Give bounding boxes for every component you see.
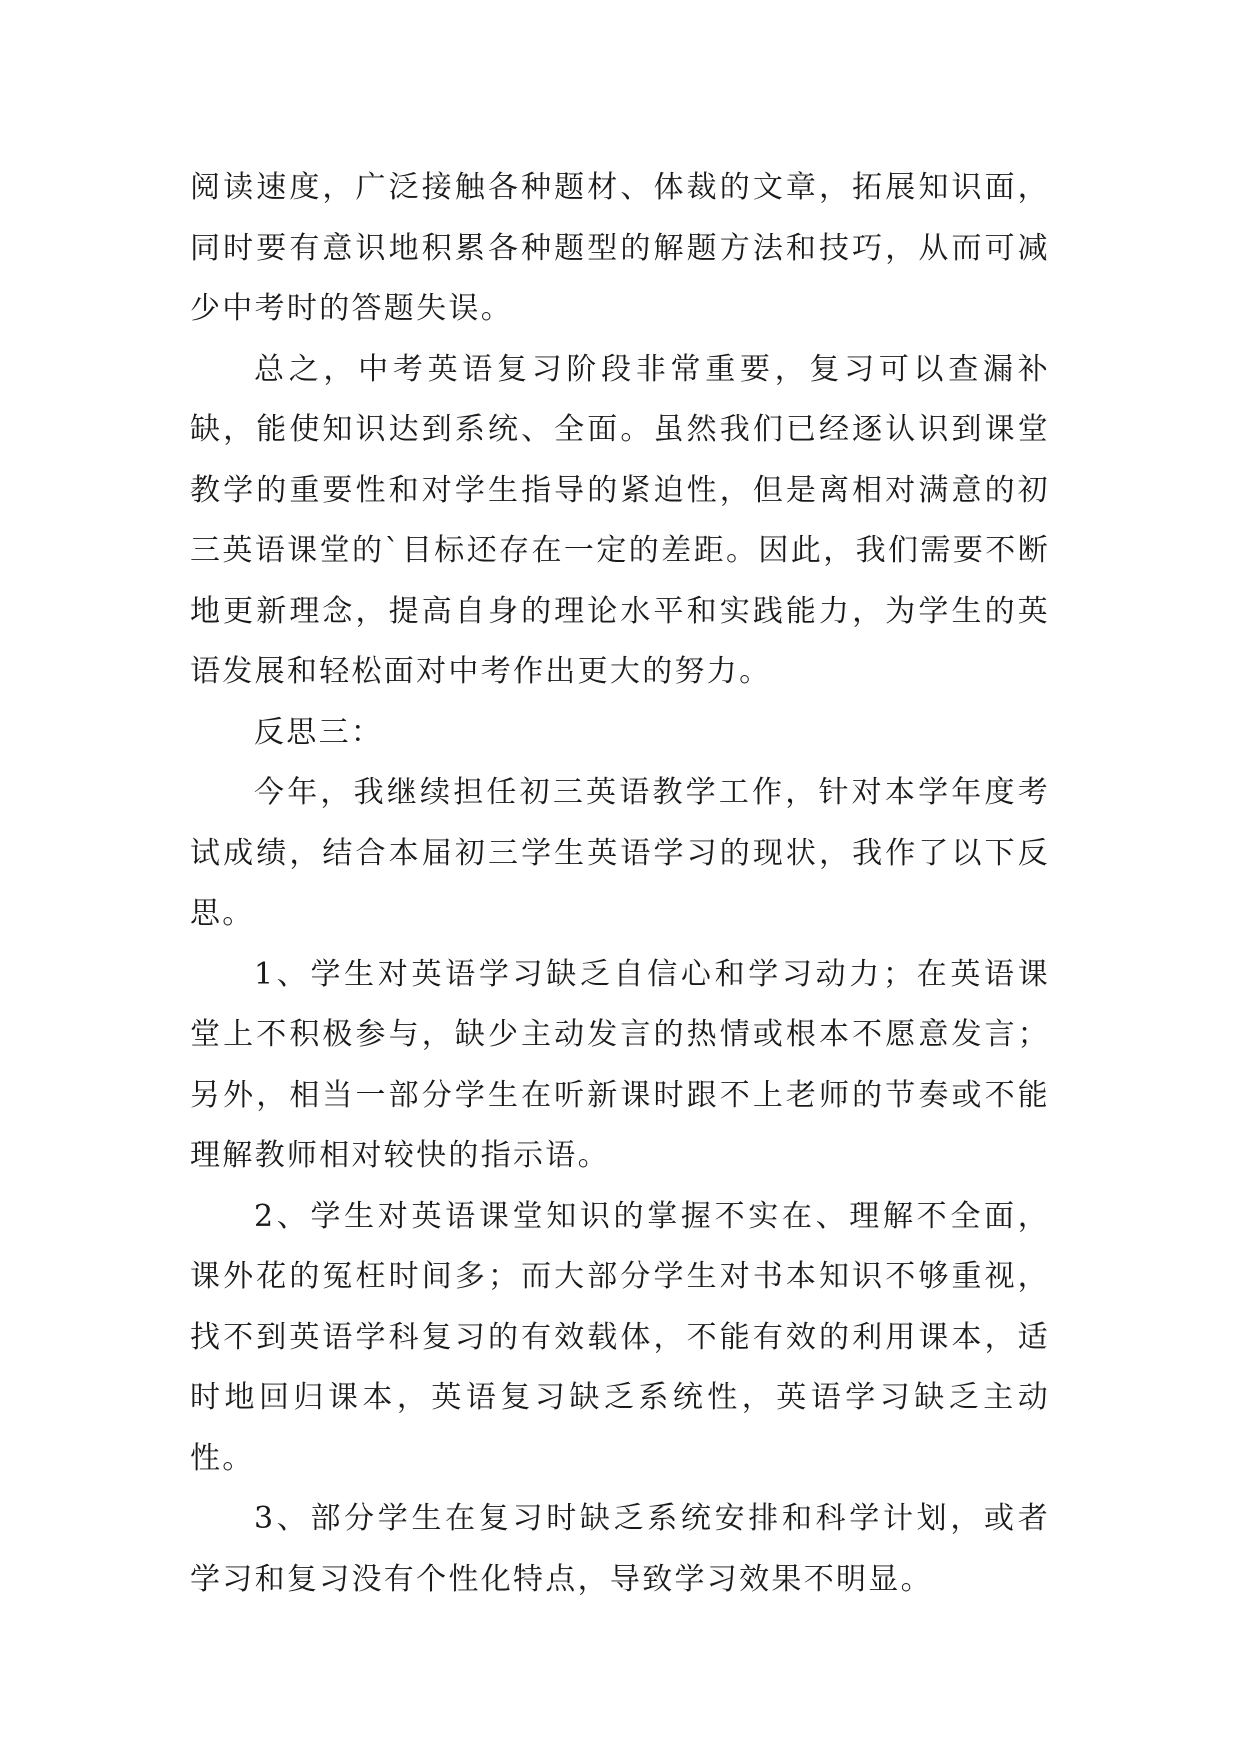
paragraph-2: 总之，中考英语复习阶段非常重要，复习可以查漏补缺，能使知识达到系统、全面。虽然我们已经逐认识到课堂教学的重要性和对学生指导的紧迫性，但是离相对满意的初三英语课堂的`目标还存在一定的差距。因此，我们需要不断地更新理念，提高自身的理论水平和实践能力，为学生的英语发展和轻松面对中考作出更大的努力。 (190, 351, 1050, 689)
list-item-1: 1、学生对英语学习缺乏自信心和学习动力；在英语课堂上不积极参与，缺少主动发言的热情或根本不愿意发言；另外，相当一部分学生在听新课时跟不上老师的节奏或不能理解教师相对较快的指示语。 (190, 956, 1050, 1173)
document-body (190, 158, 1050, 1610)
list-item-3: 3、部分学生在复习时缺乏系统安排和科学计划，或者学习和复习没有个性化特点，导致学习效果不明显。 (190, 1501, 1050, 1597)
paragraph-4: 今年，我继续担任初三英语教学工作，针对本学年度考试成绩，结合本届初三学生英语学习的现状，我作了以下反思。 (190, 775, 1050, 931)
paragraph-1: 阅读速度，广泛接触各种题材、体裁的文章，拓展知识面，同时要有意识地积累各种题型的解题方法和技巧，从而可减少中考时的答题失误。 (190, 170, 1050, 326)
section-heading-reflection-3: 反思三： (254, 714, 384, 750)
list-item-2: 2、学生对英语课堂知识的掌握不实在、理解不全面，课外花的冤枉时间多；而大部分学生对书本知识不够重视，找不到英语学科复习的有效载体，不能有效的利用课本，适时地回归课本，英语复习缺乏系统性，英语学习缺乏主动性。 (190, 1198, 1050, 1476)
